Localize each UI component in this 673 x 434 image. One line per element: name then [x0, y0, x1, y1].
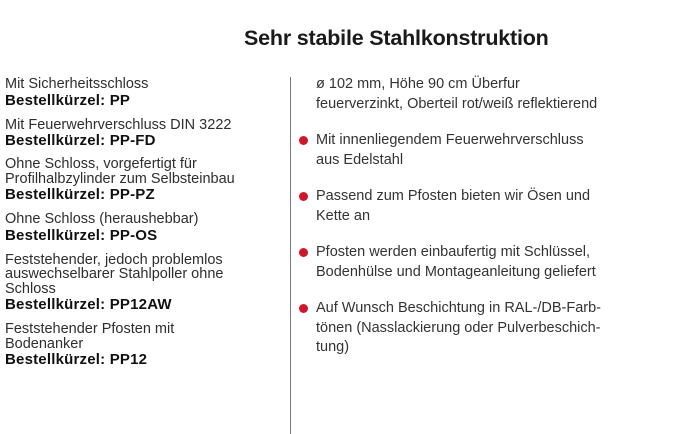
variant-order-code: Bestellkürzel: PP12 — [5, 351, 148, 368]
feature-item — [299, 131, 669, 170]
variant-description: Profilhalbzylinder zum Selbsteinbau — [5, 170, 235, 187]
feature-item — [299, 299, 669, 358]
feature-text: Pfosten werden einbaufertig mit Schlüssel, — [316, 244, 591, 260]
red-bullet-icon — [299, 192, 308, 201]
feature-text: Bodenhülse und Montageanleitung geliefert — [316, 263, 596, 280]
variant-item — [5, 77, 285, 109]
feature-item — [299, 243, 669, 282]
variant-description: Mit Feuerwehrverschluss DIN 3222 — [5, 116, 232, 133]
variant-order-code: Bestellkürzel: PP-PZ — [5, 186, 155, 203]
feature-text: tönen (Nasslackierung oder Pulverbeschich- — [316, 319, 601, 336]
feature-item — [299, 187, 669, 226]
variant-description: Feststehender, jedoch problemlos — [5, 251, 223, 268]
red-bullet-icon — [299, 248, 308, 257]
feature-text: Passend zum Pfosten bieten wir Ösen und — [316, 188, 591, 204]
variant-description: Mit Sicherheitsschloss — [5, 76, 149, 92]
variant-description: Schloss — [5, 280, 56, 297]
variants-column — [5, 77, 285, 368]
variant-order-code: Bestellkürzel: PP-FD — [5, 132, 156, 149]
feature-text: ø 102 mm, Höhe 90 cm Überfur — [316, 76, 520, 92]
feature-text: Mit innenliegendem Feuerwehrverschluss — [316, 132, 584, 148]
variant-order-code: Bestellkürzel: PP12AW — [5, 296, 172, 313]
variant-item — [5, 253, 285, 314]
variant-description: Ohne Schloss (heraushebbar) — [5, 211, 199, 227]
variant-description: Ohne Schloss, vorgefertigt für — [5, 156, 197, 172]
variant-item — [5, 212, 285, 244]
red-bullet-icon — [299, 304, 308, 313]
variant-description: auswechselbarer Stahlpoller ohne — [5, 266, 224, 282]
variant-item — [5, 322, 285, 368]
feature-text: Kette an — [316, 207, 371, 224]
variant-order-code: Bestellkürzel: PP — [5, 91, 131, 109]
feature-text: tung) — [316, 339, 350, 355]
variant-description: Bodenanker — [5, 335, 84, 352]
page-heading: Sehr stabile Stahlkonstruktion — [244, 26, 549, 51]
column-divider — [290, 77, 291, 434]
feature-text: Auf Wunsch Beschichtung in RAL-/DB-Farb- — [316, 300, 602, 316]
feature-item — [299, 75, 669, 114]
variant-order-code: Bestellkürzel: PP-OS — [5, 226, 158, 244]
feature-text: feuerverzinkt, Oberteil rot/weiß reflektierend — [316, 95, 598, 112]
red-bullet-icon — [299, 136, 308, 145]
variant-item — [5, 118, 285, 150]
variant-item — [5, 157, 285, 203]
features-column — [299, 75, 669, 358]
variant-description: Feststehender Pfosten mit — [5, 321, 175, 337]
feature-text: aus Edelstahl — [316, 151, 404, 168]
